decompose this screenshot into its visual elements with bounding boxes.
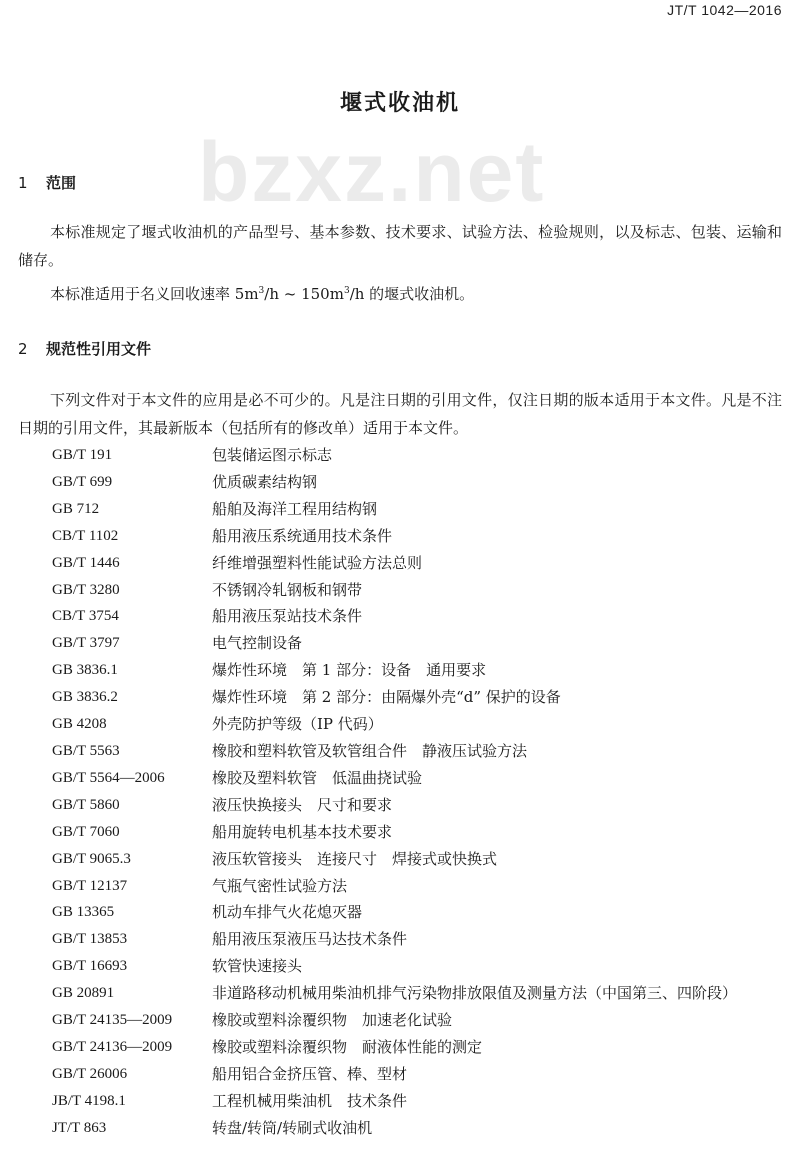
reference-row — [52, 1061, 792, 1088]
reference-row — [52, 980, 792, 1007]
reference-code: GB/T 7060 — [52, 823, 120, 840]
reference-title: 橡胶和塑料软管及软管组合件 静液压试验方法 — [212, 741, 528, 760]
section-1-heading — [18, 172, 76, 193]
reference-code: GB/T 699 — [52, 473, 113, 490]
scope-paragraph-2 — [18, 280, 782, 308]
reference-row — [52, 496, 792, 523]
reference-title: 机动车排气火花熄灭器 — [212, 903, 363, 922]
reference-list — [52, 442, 792, 1142]
reference-title: 橡胶及塑料软管 低温曲挠试验 — [212, 768, 423, 787]
reference-code: GB/T 3797 — [52, 635, 120, 652]
section-1-number: 1 — [18, 174, 28, 192]
scope-text-prefix: 本标准适用于名义回收速率 5m — [50, 285, 259, 303]
reference-code: GB/T 3280 — [52, 581, 120, 598]
reference-code: GB 4208 — [52, 716, 107, 733]
section-2-heading — [18, 338, 151, 359]
reference-code: GB 20891 — [52, 985, 115, 1002]
section-2-number: 2 — [18, 340, 28, 358]
reference-row — [52, 550, 792, 577]
reference-title: 电气控制设备 — [212, 634, 303, 653]
reference-title: 船舶及海洋工程用结构钢 — [212, 499, 378, 518]
reference-row — [52, 1088, 792, 1115]
reference-title: 液压软管接头 连接尺寸 焊接式或快换式 — [212, 849, 498, 868]
reference-row — [52, 657, 792, 684]
reference-row — [52, 792, 792, 819]
reference-row — [52, 738, 792, 765]
reference-row — [52, 873, 792, 900]
reference-code: CB/T 3754 — [52, 608, 119, 625]
reference-title: 不锈钢冷轧钢板和钢带 — [212, 580, 363, 599]
reference-title: 船用铝合金挤压管、棒、型材 — [212, 1064, 408, 1083]
reference-code: GB/T 26006 — [52, 1065, 128, 1082]
reference-title: 船用液压泵站技术条件 — [212, 607, 363, 626]
reference-row — [52, 765, 792, 792]
reference-row — [52, 577, 792, 604]
reference-title: 转盘/转筒/转刷式收油机 — [212, 1118, 373, 1137]
scope-text-suffix: /h 的堰式收油机。 — [349, 285, 475, 303]
reference-title: 橡胶或塑料涂覆织物 耐液体性能的测定 — [212, 1037, 483, 1056]
reference-row — [52, 603, 792, 630]
reference-code: GB/T 1446 — [52, 554, 120, 571]
reference-title: 纤维增强塑料性能试验方法总则 — [212, 553, 423, 572]
reference-row — [52, 953, 792, 980]
reference-title: 非道路移动机械用柴油机排气污染物排放限值及测量方法（中国第三、四阶段） — [212, 984, 738, 1003]
reference-title: 软管快速接头 — [212, 957, 303, 976]
reference-row — [52, 630, 792, 657]
reference-row — [52, 1115, 792, 1142]
reference-row — [52, 819, 792, 846]
section-2-title: 规范性引用文件 — [46, 340, 152, 358]
reference-code: GB 13365 — [52, 904, 115, 921]
reference-title: 优质碳素结构钢 — [212, 472, 318, 491]
reference-title: 工程机械用柴油机 技术条件 — [212, 1091, 408, 1110]
reference-title: 船用液压泵液压马达技术条件 — [212, 930, 408, 949]
reference-title: 外壳防护等级（IP 代码） — [212, 715, 383, 734]
reference-title: 气瓶气密性试验方法 — [212, 876, 348, 895]
unit-superscript-1: 3 — [258, 286, 265, 296]
reference-code: GB/T 12137 — [52, 877, 128, 894]
references-intro-paragraph: 下列文件对于本文件的应用是必不可少的。凡是注日期的引用文件，仅注日期的版本适用于本文件。凡是不注日期的引用文件，其最新版本（包括所有的修改单）适用于本文件。 — [18, 391, 782, 437]
reference-row — [52, 442, 792, 469]
reference-code: GB/T 191 — [52, 447, 113, 463]
reference-code: GB/T 5564—2006 — [52, 769, 165, 786]
section-1-title: 范围 — [46, 174, 77, 192]
reference-title: 爆炸性环境 第 1 部分：设备 通用要求 — [212, 661, 487, 680]
reference-code: GB/T 16693 — [52, 958, 128, 975]
reference-title: 包装储运图示标志 — [212, 446, 333, 464]
reference-row — [52, 899, 792, 926]
reference-title: 爆炸性环境 第 2 部分：由隔爆外壳“d” 保护的设备 — [212, 688, 561, 707]
reference-row — [52, 684, 792, 711]
reference-row — [52, 926, 792, 953]
reference-code: GB 712 — [52, 500, 100, 517]
reference-code: GB 3836.1 — [52, 662, 118, 679]
watermark: bzxz.net — [198, 125, 546, 219]
reference-row — [52, 1007, 792, 1034]
reference-title: 船用液压系统通用技术条件 — [212, 526, 393, 545]
reference-title: 液压快换接头 尺寸和要求 — [212, 795, 393, 814]
reference-code: GB 3836.2 — [52, 689, 118, 706]
reference-row — [52, 1034, 792, 1061]
reference-title: 橡胶或塑料涂覆织物 加速老化试验 — [212, 1011, 453, 1030]
reference-code: GB/T 9065.3 — [52, 850, 131, 867]
reference-code: JB/T 4198.1 — [52, 1092, 126, 1109]
reference-row — [52, 846, 792, 873]
reference-code: GB/T 24136—2009 — [52, 1038, 173, 1055]
reference-code: CB/T 1102 — [52, 527, 119, 544]
reference-code: GB/T 5563 — [52, 742, 120, 759]
reference-row — [52, 523, 792, 550]
reference-code: GB/T 13853 — [52, 931, 128, 948]
scope-paragraph-1: 本标准规定了堰式收油机的产品型号、基本参数、技术要求、试验方法、检验规则，以及标志、包装、运输和储存。 — [18, 223, 782, 269]
unit-superscript-2: 3 — [343, 286, 350, 296]
standard-code-header: JT/T 1042—2016 — [667, 2, 782, 18]
reference-row — [52, 711, 792, 738]
reference-row — [52, 469, 792, 496]
scope-text-mid: /h ~ 150m — [264, 285, 344, 303]
document-title: 堰式收油机 — [339, 91, 460, 116]
reference-title: 船用旋转电机基本技术要求 — [212, 822, 393, 841]
reference-code: GB/T 24135—2009 — [52, 1012, 173, 1029]
reference-code: GB/T 5860 — [52, 796, 120, 813]
reference-code: JT/T 863 — [52, 1119, 107, 1136]
